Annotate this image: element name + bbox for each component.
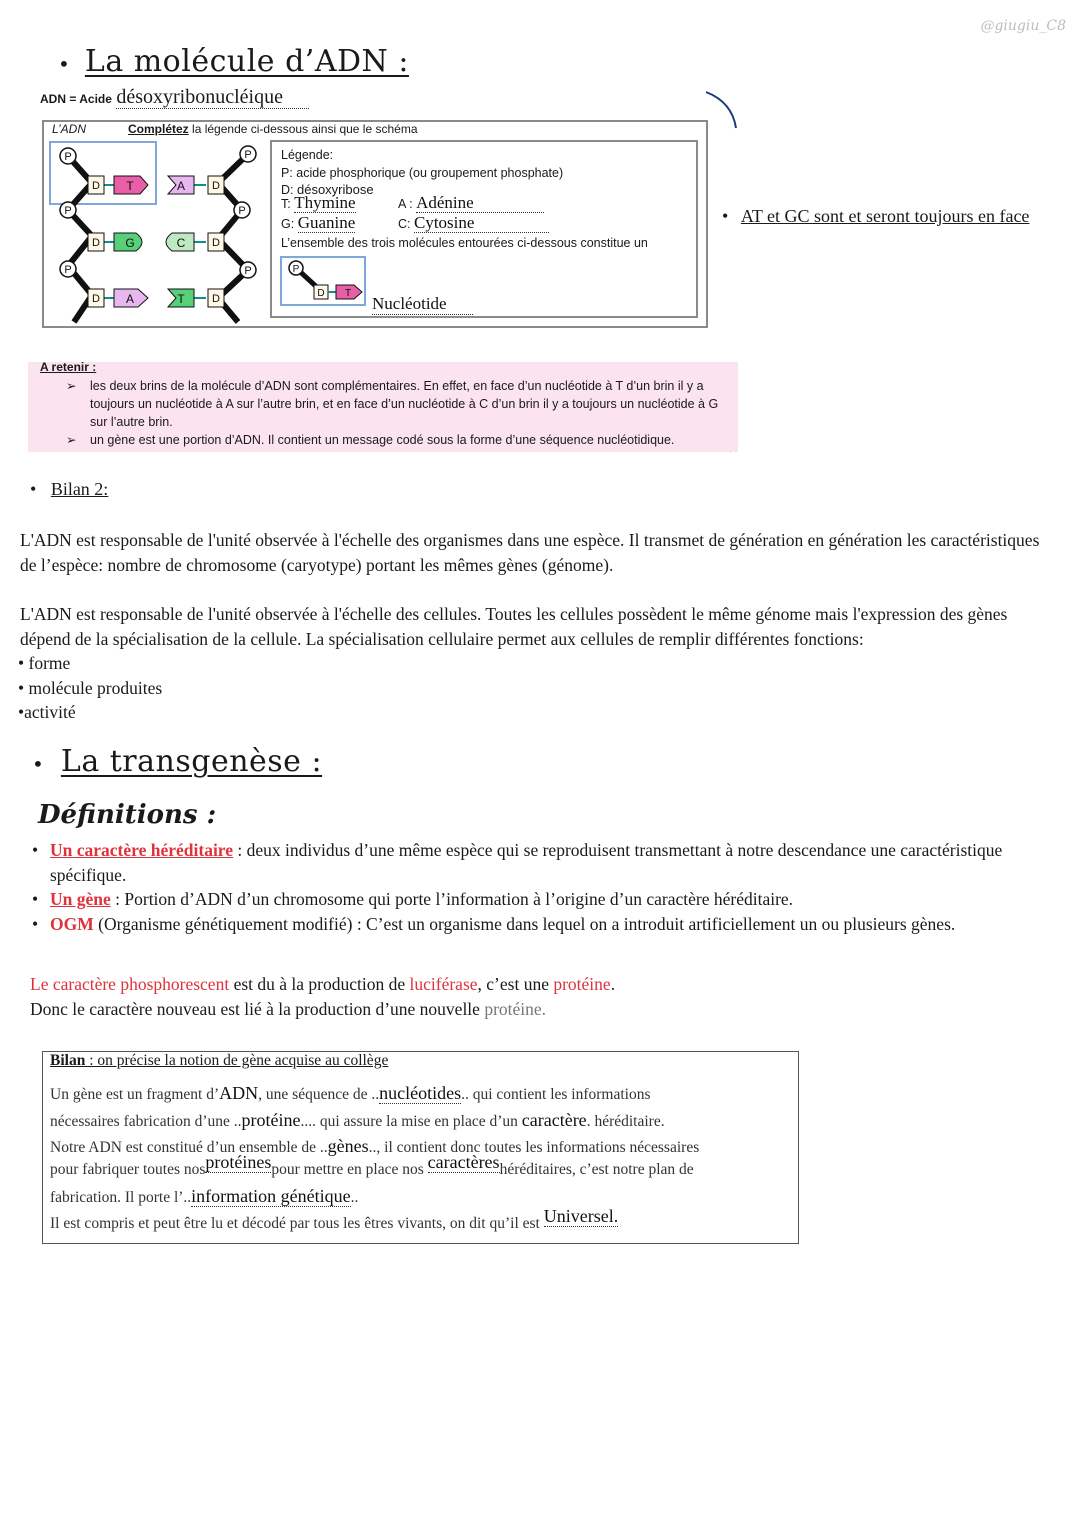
bilan-line	[50, 1110, 665, 1131]
section-adn-title: La molécule d’ADN :	[84, 44, 409, 79]
side-note	[722, 206, 1029, 227]
text: nécessaires fabrication d’une ..	[50, 1113, 242, 1130]
bullet-icon: •	[32, 889, 39, 909]
legend-d-prefix: D:	[281, 183, 294, 197]
bracket-arrow-icon	[700, 88, 742, 132]
legend-p-line: P: acide phosphorique (ou groupement phosphate)	[281, 166, 564, 180]
schema-instruction-bold: Complétez	[128, 122, 189, 136]
p-label: P	[64, 151, 72, 163]
text: Un gène est un fragment d’	[50, 1086, 220, 1103]
bilan-line	[50, 1083, 651, 1104]
definition-text	[50, 838, 1076, 887]
answer: protéines	[205, 1152, 272, 1172]
retenir-item	[66, 431, 738, 449]
protein-line	[30, 999, 546, 1020]
p-label: P	[64, 264, 72, 276]
definition-term: OGM	[50, 913, 94, 934]
text: Notre ADN est constitué d’un ensemble de ..	[50, 1139, 328, 1156]
legend-content	[281, 146, 691, 182]
bullet-icon: •	[32, 913, 39, 934]
definition-item	[32, 912, 1076, 937]
base-label-right-1: A	[176, 179, 186, 193]
luciferase-line	[30, 974, 615, 995]
answer: protéine	[241, 1110, 301, 1130]
legend-a-prefix: A :	[398, 197, 413, 211]
text: pour fabriquer toutes nos	[50, 1161, 206, 1178]
legend-nucleotide-answer: Nucléotide	[372, 294, 473, 315]
base-label-right-2: C	[176, 236, 186, 250]
bullet-icon: •	[32, 840, 39, 860]
t-label: T	[344, 288, 352, 299]
text: , une séquence de ..	[258, 1086, 380, 1103]
retenir-item-text: un gène est une portion d’ADN. Il contient un message codé sous la forme d’une séquence nucléotidique.	[90, 433, 675, 447]
answer: Universel.	[543, 1206, 619, 1226]
legend-heading: Légende:	[281, 148, 334, 162]
legend-c-answer: Cytosine	[414, 213, 549, 233]
answer: gènes	[327, 1136, 369, 1156]
p-label: P	[292, 264, 300, 275]
definition-term: Un gène	[50, 889, 111, 909]
answer: information génétique	[191, 1186, 351, 1206]
adn-acronym	[40, 86, 309, 109]
text-red: Le caractère phosphorescent	[30, 974, 230, 994]
nucleotide-diagram	[280, 256, 368, 308]
bilan2-list	[18, 651, 162, 725]
p-label: P	[244, 265, 252, 277]
text-gray: protéine.	[484, 999, 547, 1019]
definition-body: : deux individus d’une même espèce qui se reproduisent transmettant à notre descendance une caractéristique spécifique.	[50, 840, 1003, 885]
watermark: @giugiu_C8	[980, 18, 1066, 34]
bilan-line	[50, 1206, 619, 1233]
text: , c’est une	[477, 974, 554, 994]
base-label-left-1: T	[126, 179, 134, 193]
d-label: D	[92, 180, 100, 192]
d-label: D	[92, 237, 100, 249]
transgenese-heading	[32, 744, 322, 779]
schema-instruction-rest: la légende ci-dessous ainsi que le schéma	[192, 122, 418, 136]
legend-d-answer: désoxyribose	[296, 182, 374, 197]
dna-ladder-diagram	[44, 138, 270, 328]
schema-label: L’ADN	[52, 122, 87, 136]
text-red: luciférase	[409, 974, 478, 994]
text: Il est compris et peut être lu et décodé par tous les êtres vivants, on dit qu’il est	[50, 1215, 544, 1232]
legend-c-prefix: C:	[398, 217, 411, 231]
bilan-line	[50, 1136, 699, 1157]
text: .... qui assure la mise en place d’un	[300, 1113, 522, 1130]
text: Donc le caractère nouveau est lié à la production d’une nouvelle	[30, 999, 485, 1019]
definition-term: Un caractère héréditaire	[50, 840, 234, 860]
adn-acronym-answer: désoxyribonucléique	[116, 86, 309, 109]
text: .. qui contient les informations	[461, 1086, 651, 1103]
section-adn-heading	[58, 44, 409, 79]
definition-item	[32, 838, 1076, 887]
d-label: D	[212, 237, 220, 249]
text: fabrication. Il porte l’..	[50, 1189, 192, 1206]
bilan2-heading	[30, 479, 108, 500]
definition-body: : Portion d’ADN d’un chromosome qui porte l’information à l’origine d’un caractère héréditaire.	[110, 889, 794, 909]
p-label: P	[64, 205, 72, 217]
definitions-title: Définitions :	[38, 800, 217, 830]
transgenese-title: La transgenèse :	[60, 744, 323, 779]
legend-a-answer: Adénine	[416, 193, 544, 213]
arrow-bullet-icon: ➢	[66, 433, 77, 447]
definition-body: (Organisme génétiquement modifié) : C’est un organisme dans lequel on a introduit artificiellement un ou plusieurs gènes.	[93, 913, 956, 934]
definitions-list	[32, 838, 1076, 936]
retenir-title: A retenir :	[40, 360, 97, 374]
d-label: D	[92, 293, 100, 305]
bilan2-title: Bilan 2:	[50, 479, 109, 499]
bilan-line	[50, 1186, 358, 1207]
answer: ADN	[219, 1083, 259, 1103]
definition-text	[50, 912, 955, 937]
answer: caractère	[521, 1110, 587, 1130]
bullet-icon: •	[32, 752, 44, 776]
bilan-line	[50, 1152, 694, 1179]
text: .	[610, 974, 616, 994]
bilan2-list-item: • forme	[18, 653, 71, 673]
d-label: D	[317, 288, 325, 299]
text: est du à la production de	[229, 974, 410, 994]
legend-a-line	[398, 193, 544, 213]
d-label: D	[212, 293, 220, 305]
legend-g-line	[281, 213, 355, 233]
adn-acronym-prefix: ADN = Acide	[40, 92, 112, 106]
legend-g-prefix: G:	[281, 217, 295, 231]
retenir-item	[66, 377, 738, 431]
legend-ensemble: L’ensemble des trois molécules entourées ci-dessous constitue un	[281, 236, 648, 250]
base-label-right-3: T	[177, 292, 185, 306]
answer: nucléotides	[379, 1083, 462, 1103]
text: .., il contient donc toutes les informations nécessaires	[368, 1139, 700, 1156]
base-label-left-2: G	[125, 236, 135, 250]
legend-g-answer: Guanine	[297, 213, 356, 232]
legend-t-prefix: T:	[281, 197, 291, 211]
bullet-icon: •	[58, 52, 70, 76]
retenir-item-text: les deux brins de la molécule d’ADN sont complémentaires. En effet, en face d’un nucléotide à T d’un brin il y a toujours un nucléotide à A sur l’autre brin, et en face d’un nucléotide à C d’un brin il y a toujours un nucléotide à G sur l’autre brin.	[90, 379, 719, 429]
text: héréditaires, c’est notre plan de	[499, 1161, 694, 1178]
base-label-left-3: A	[125, 292, 135, 306]
legend-t-answer: Thymine	[294, 193, 356, 212]
bilan2-list-item: • molécule produites	[18, 677, 163, 698]
text: pour mettre en place nos	[271, 1161, 428, 1178]
answer: caractères	[427, 1152, 500, 1172]
bilan2-para1: L'ADN est responsable de l'unité observée à l'échelle des organismes dans une espèce. Il transmet de génération en génération les caractéristiques de l’espèce: nombre de chromosome (caryotype) portant les mêmes gènes (génome).	[20, 530, 1040, 575]
retenir-list	[66, 377, 738, 449]
bullet-icon: •	[30, 479, 37, 499]
bullet-icon: •	[722, 206, 729, 226]
bilan-title	[50, 1052, 388, 1070]
p-label: P	[238, 205, 246, 217]
d-label: D	[212, 180, 220, 192]
bilan2-para2: L'ADN est responsable de l'unité observée à l'échelle des cellules. Toutes les cellules possèdent le même génome mais l'expression des gènes dépend de la spécialisation de la cellule. La spécialisation cellulaire permet aux cellules de remplir différentes fonctions:	[20, 604, 1008, 649]
bilan2-list-item: •activité	[18, 702, 76, 722]
definition-text	[50, 887, 793, 912]
bilan-title-bold: Bilan	[50, 1052, 86, 1069]
arrow-bullet-icon: ➢	[66, 379, 77, 393]
side-note-text: AT et GC sont et seront toujours en face	[740, 206, 1030, 226]
legend-c-line	[398, 213, 549, 233]
p-label: P	[244, 149, 252, 161]
bilan-title-rest: : on précise la notion de gène acquise au collège	[85, 1052, 389, 1069]
schema-instruction	[128, 122, 418, 136]
definition-item	[32, 887, 1076, 912]
text: . héréditaire.	[586, 1113, 665, 1130]
text-red: protéine	[553, 974, 611, 994]
text: ..	[350, 1189, 359, 1206]
legend-t-line	[281, 193, 356, 213]
